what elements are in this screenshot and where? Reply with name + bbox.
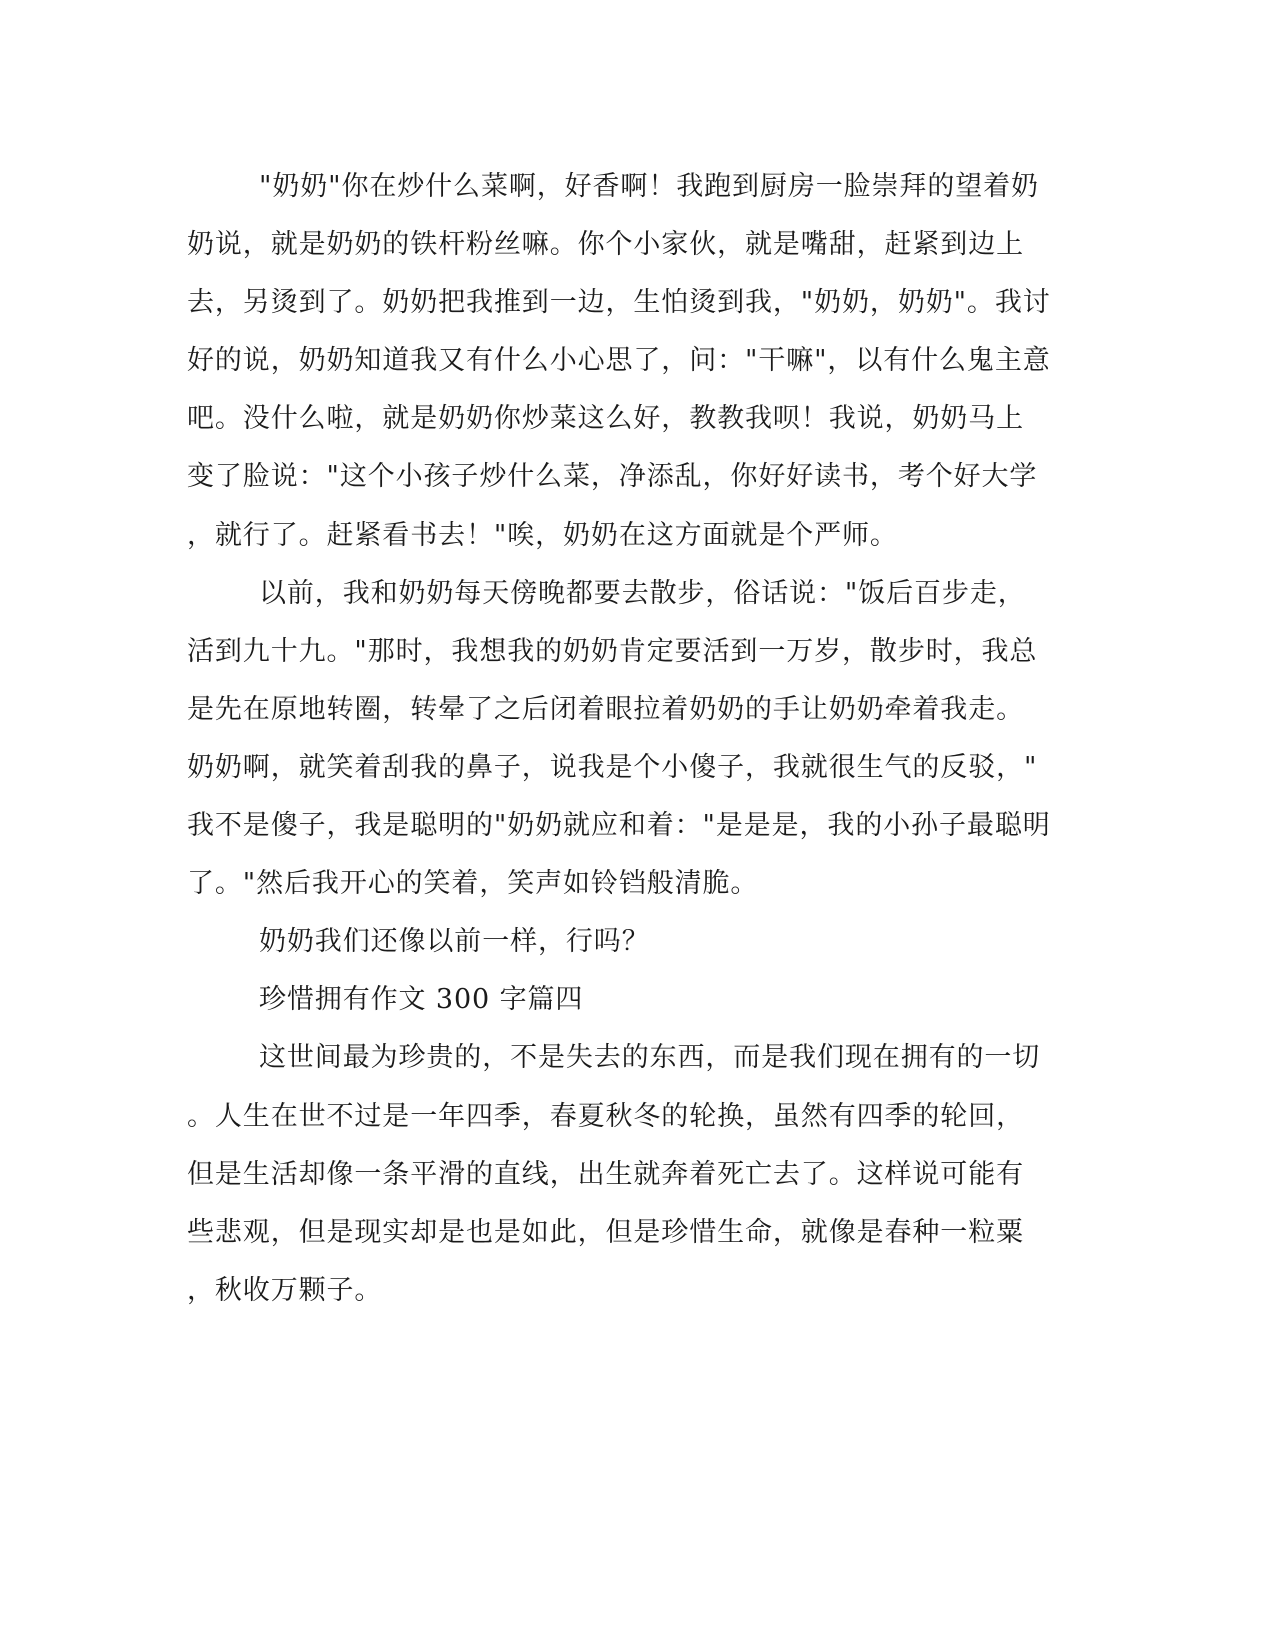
text-line: 奶奶啊，就笑着刮我的鼻子，说我是个小傻子，我就很生气的反驳，" [187, 751, 1038, 783]
text-line: 吧。没什么啦，就是奶奶你炒菜这么好，教教我呗！我说，奶奶马上 [187, 403, 1024, 435]
text-line: 了。"然后我开心的笑着，笑声如铃铛般清脆。 [187, 868, 759, 900]
text-line: 我不是傻子，我是聪明的"奶奶就应和着："是是是，我的小孙子最聪明 [187, 810, 1051, 842]
text-line: 好的说，奶奶知道我又有什么小心思了，问："干嘛"，以有什么鬼主意 [187, 345, 1051, 377]
body-text [187, 158, 1087, 1320]
section-heading: 珍惜拥有作文 300 字篇四 [259, 984, 584, 1016]
text-line: 些悲观，但是现实却是也是如此，但是珍惜生命，就像是春种一粒粟 [187, 1216, 1024, 1248]
text-line: 是先在原地转圈，转晕了之后闭着眼拉着奶奶的手让奶奶牵着我走。 [187, 693, 1024, 725]
text-line: 变了脸说："这个小孩子炒什么菜，净添乱，你好好读书，考个好大学 [187, 461, 1038, 493]
text-line: 奶奶我们还像以前一样，行吗？ [259, 926, 650, 958]
text-line: ，秋收万颗子。 [187, 1274, 383, 1306]
text-line: 奶说，就是奶奶的铁杆粉丝嘛。你个小家伙，就是嘴甜，赶紧到边上 [187, 229, 1024, 261]
text-line: "奶奶"你在炒什么菜啊，好香啊！我跑到厨房一脸崇拜的望着奶 [259, 171, 1039, 202]
text-line: 。人生在世不过是一年四季，春夏秋冬的轮换，虽然有四季的轮回， [187, 1100, 1024, 1132]
text-line: 去，另烫到了。奶奶把我推到一边，生怕烫到我，"奶奶，奶奶"。我讨 [187, 287, 1051, 319]
text-line: ，就行了。赶紧看书去！"唉，奶奶在这方面就是个严师。 [187, 519, 898, 551]
text-line: 以前，我和奶奶每天傍晚都要去散步，俗话说："饭后百步走， [259, 577, 1026, 609]
text-line: 但是生活却像一条平滑的直线，出生就奔着死亡去了。这样说可能有 [187, 1158, 1024, 1190]
text-line: 这世间最为珍贵的，不是失去的东西，而是我们现在拥有的一切 [259, 1042, 1041, 1074]
text-line: 活到九十九。"那时，我想我的奶奶肯定要活到一万岁，散步时，我总 [187, 635, 1038, 667]
